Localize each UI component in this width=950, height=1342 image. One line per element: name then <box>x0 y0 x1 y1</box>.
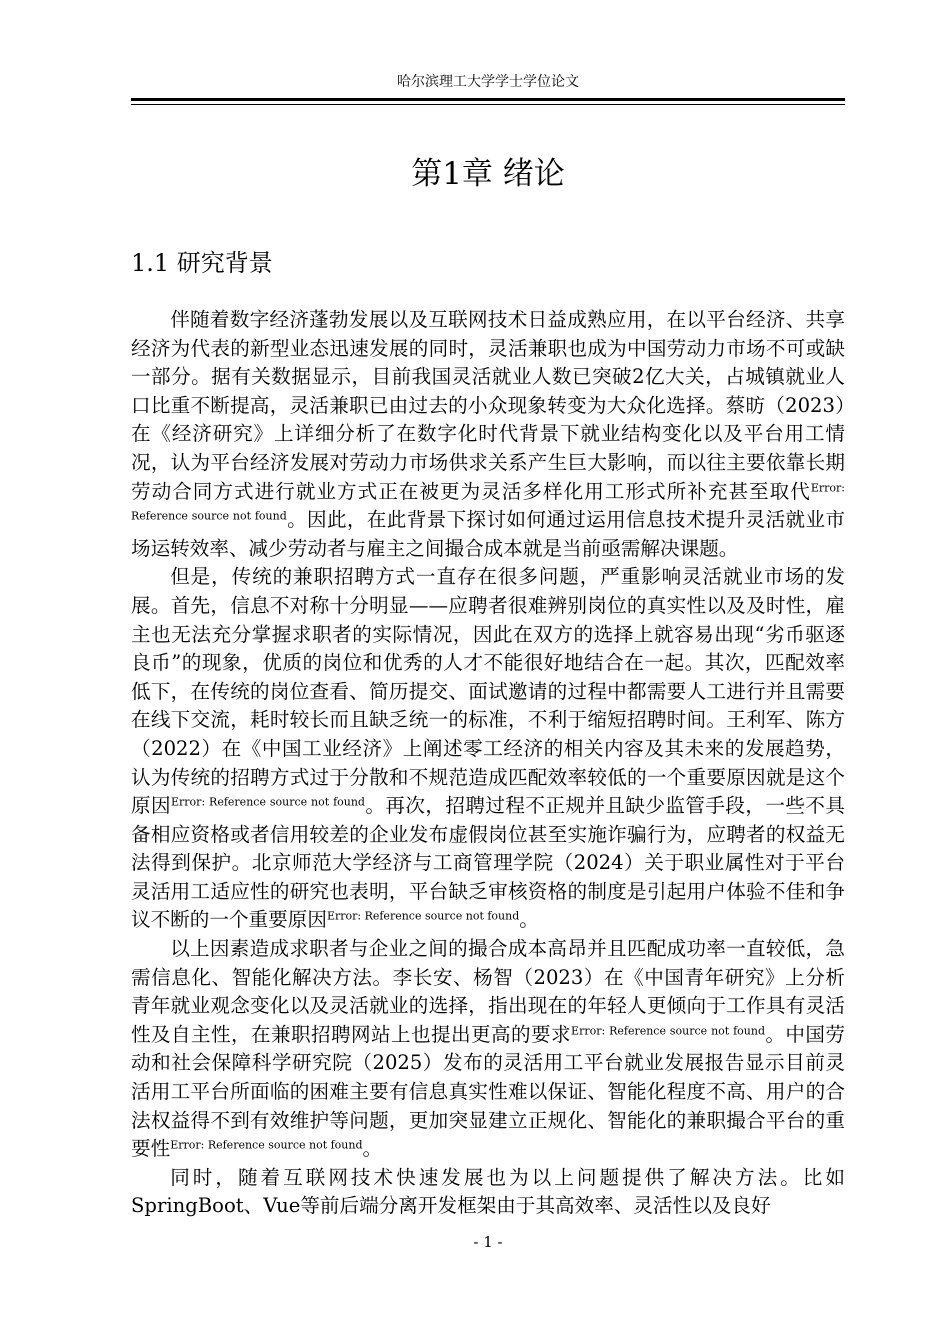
citation-error: Error: Reference source not found <box>571 1024 766 1038</box>
paragraph-text: 。 <box>519 908 539 932</box>
paragraph <box>131 306 845 563</box>
citation-error: Error: Reference source not found <box>131 480 845 523</box>
paragraph <box>131 1164 845 1221</box>
paragraph-text: 以上因素造成求职者与企业之间的撮合成本高昂并且匹配成功率一直较低，急需信息化、智能化解决方法。李长安、杨智（2023）在《中国青年研究》上分析青年就业观念变化以及灵活就业的选择，指出现在的年轻人更倾向于工作具有灵活性及自主性，在兼职招聘网站上也提出更高的要求 <box>131 937 845 1046</box>
paragraph-text: 。中国劳动和社会保障科学研究院（2025）发布的灵活用工平台就业发展报告显示目前灵活用工平台所面临的困难主要有信息真实性难以保证、智能化程度不高、用户的合法权益得不到有效维护等问题，更加突显建立正规化、智能化的兼职撮合平台的重要性 <box>131 1022 846 1161</box>
paragraph-text: 伴随着数字经济蓬勃发展以及互联网技术日益成熟应用，在以平台经济、共享经济为代表的新型业态迅速发展的同时，灵活兼职也成为中国劳动力市场不可或缺一部分。据有关数据显示，目前我国灵活就业人数已突破2亿大关，占城镇就业人口比重不断提高，灵活兼职已由过去的小众现象转变为大众化选择。蔡昉（2023）在《经济研究》上详细分析了在数字化时代背景下就业结构变化以及平台用工情况，认为平台经济发展对劳动力市场供求关系产生巨大影响，而以往主要依靠长期劳动合同方式进行就业方式正在被更为灵活多样化用工形式所补充甚至取代 <box>131 308 845 503</box>
paragraph-text: 。因此，在此背景下探讨如何通过运用信息技术提升灵活就业市场运转效率、减少劳动者与雇主之间撮合成本就是当前亟需解决课题。 <box>131 508 845 560</box>
chapter-title: 第1章 绪论 <box>411 156 565 192</box>
paragraph-text: 但是，传统的兼职招聘方式一直存在很多问题，严重影响灵活就业市场的发展。首先，信息不对称十分明显——应聘者很难辨别岗位的真实性以及及时性，雇主也无法充分掌握求职者的实际情况，因此在双方的选择上就容易出现“劣币驱逐良币”的现象，优质的岗位和优秀的人才不能很好地结合在一起。其次，匹配效率低下，在传统的岗位查看、简历提交、面试邀请的过程中都需要人工进行并且需要在线下交流，耗时较长而且缺乏统一的标准，不利于缩短招聘时间。王利军、陈方（2022）在《中国工业经济》上阐述零工经济的相关内容及其未来的发展趋势，认为传统的招聘方式过于分散和不规范造成匹配效率较低的一个重要原因就是这个原因 <box>131 565 845 818</box>
paragraph-text: 。 <box>362 1137 383 1161</box>
paragraph-text: 。再次，招聘过程不正规并且缺少监管手段，一些不具备相应资格或者信用较差的企业发布虚假岗位甚至实施诈骗行为，应聘者的权益无法得到保护。北京师范大学经济与工商管理学院（2024）关于职业属性对于平台灵活用工适应性的研究也表明，平台缺乏审核资格的制度是引起用户体验不佳和争议不断的一个重要原因 <box>131 794 846 932</box>
running-header: 哈尔滨理工大学学士学位论文 <box>397 74 579 90</box>
body-text <box>131 306 845 1221</box>
paragraph-text: 同时，随着互联网技术快速发展也为以上问题提供了解决方法。比如SpringBoot、Vue等前后端分离开发框架由于其高效率、灵活性以及良好 <box>131 1165 845 1218</box>
paragraph <box>131 935 845 1164</box>
citation-error: Error: Reference source not found <box>170 1138 363 1152</box>
header-rule-thick <box>131 98 845 101</box>
page-number: - 1 - <box>473 1233 503 1251</box>
citation-error: Error: Reference source not found <box>326 909 520 923</box>
section-title: 1.1 研究背景 <box>131 249 273 277</box>
citation-error: Error: Reference source not found <box>171 795 365 809</box>
header-rule-thin <box>131 104 845 105</box>
paragraph <box>131 563 845 935</box>
